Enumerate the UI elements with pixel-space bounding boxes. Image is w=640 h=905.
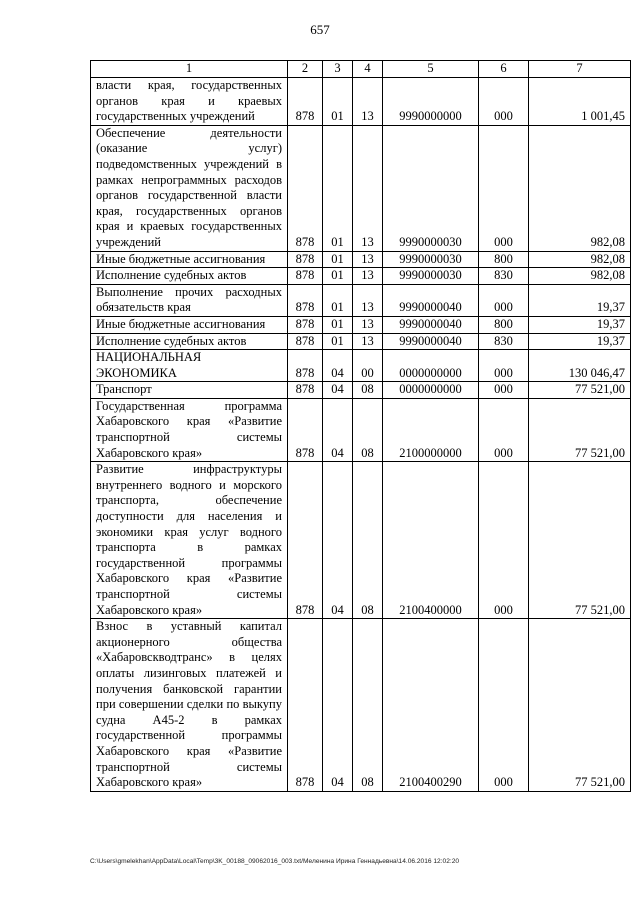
row-description: Иные бюджетные ассигнования — [91, 316, 288, 333]
table-row — [91, 350, 631, 382]
row-description: Иные бюджетные ассигнования — [91, 251, 288, 268]
table-row — [91, 462, 631, 619]
amount: 77 521,00 — [529, 398, 631, 461]
table-row — [91, 316, 631, 333]
subsection-code: 13 — [353, 268, 383, 285]
section-code: 01 — [323, 316, 353, 333]
subsection-code: 00 — [353, 350, 383, 382]
target-article-code: 2100400290 — [383, 619, 479, 792]
subsection-code: 13 — [353, 78, 383, 126]
row-description: Исполнение судебных актов — [91, 333, 288, 350]
row-description: Обеспечение деятельности (оказание услуг) подведомственных учреждений в рамках непрограммных расходов органов государственной власти края, государственных органов края и краевых государственных учреждений — [91, 125, 288, 251]
target-article-code: 9990000030 — [383, 251, 479, 268]
admin-code: 878 — [288, 251, 323, 268]
section-code: 01 — [323, 284, 353, 316]
target-article-code: 9990000040 — [383, 316, 479, 333]
target-article-code: 2100400000 — [383, 462, 479, 619]
target-article-code: 9990000030 — [383, 268, 479, 285]
header-cell: 4 — [353, 61, 383, 78]
expense-type-code: 800 — [479, 251, 529, 268]
admin-code: 878 — [288, 462, 323, 619]
expense-type-code: 000 — [479, 398, 529, 461]
row-description: власти края, государственных органов края и краевых государственных учреждений — [91, 78, 288, 126]
amount: 1 001,45 — [529, 78, 631, 126]
row-description: Транспорт — [91, 382, 288, 399]
table-row — [91, 382, 631, 399]
header-cell: 6 — [479, 61, 529, 78]
amount: 982,08 — [529, 251, 631, 268]
header-cell: 1 — [91, 61, 288, 78]
section-code: 01 — [323, 125, 353, 251]
amount: 77 521,00 — [529, 619, 631, 792]
expense-type-code: 000 — [479, 284, 529, 316]
subsection-code: 08 — [353, 382, 383, 399]
admin-code: 878 — [288, 125, 323, 251]
amount: 19,37 — [529, 333, 631, 350]
header-cell: 7 — [529, 61, 631, 78]
table-row — [91, 284, 631, 316]
section-code: 04 — [323, 382, 353, 399]
section-code: 01 — [323, 333, 353, 350]
expense-type-code: 830 — [479, 333, 529, 350]
expense-type-code: 000 — [479, 350, 529, 382]
expense-type-code: 000 — [479, 78, 529, 126]
expense-type-code: 800 — [479, 316, 529, 333]
target-article-code: 0000000000 — [383, 350, 479, 382]
expense-type-code: 000 — [479, 382, 529, 399]
section-code: 01 — [323, 268, 353, 285]
target-article-code: 9990000040 — [383, 333, 479, 350]
table-row — [91, 619, 631, 792]
section-code: 04 — [323, 462, 353, 619]
section-code: 04 — [323, 350, 353, 382]
row-description: НАЦИОНАЛЬНАЯ ЭКОНОМИКА — [91, 350, 288, 382]
amount: 77 521,00 — [529, 382, 631, 399]
budget-table — [90, 60, 631, 792]
amount: 982,08 — [529, 125, 631, 251]
row-description: Выполнение прочих расходных обязательств края — [91, 284, 288, 316]
header-cell: 3 — [323, 61, 353, 78]
target-article-code: 9990000040 — [383, 284, 479, 316]
subsection-code: 08 — [353, 462, 383, 619]
amount: 19,37 — [529, 284, 631, 316]
section-code: 04 — [323, 619, 353, 792]
table-row — [91, 125, 631, 251]
admin-code: 878 — [288, 398, 323, 461]
target-article-code: 2100000000 — [383, 398, 479, 461]
page-number: 657 — [310, 22, 330, 37]
expense-type-code: 830 — [479, 268, 529, 285]
subsection-code: 08 — [353, 398, 383, 461]
admin-code: 878 — [288, 268, 323, 285]
table-row — [91, 398, 631, 461]
admin-code: 878 — [288, 333, 323, 350]
table-row — [91, 333, 631, 350]
subsection-code: 13 — [353, 333, 383, 350]
table-row — [91, 251, 631, 268]
section-code: 04 — [323, 398, 353, 461]
table-row — [91, 268, 631, 285]
admin-code: 878 — [288, 78, 323, 126]
admin-code: 878 — [288, 619, 323, 792]
amount: 982,08 — [529, 268, 631, 285]
admin-code: 878 — [288, 382, 323, 399]
row-description: Развитие инфраструктуры внутреннего водного и морского транспорта, обеспечение доступности для населения и экономики края услуг водного транспорта в рамках государственной программы Хабаровского края «Развитие транспортной системы Хабаровского края» — [91, 462, 288, 619]
subsection-code: 13 — [353, 316, 383, 333]
admin-code: 878 — [288, 316, 323, 333]
header-cell: 5 — [383, 61, 479, 78]
table-header-row — [91, 61, 631, 78]
target-article-code: 9990000030 — [383, 125, 479, 251]
subsection-code: 08 — [353, 619, 383, 792]
table-row — [91, 78, 631, 126]
subsection-code: 13 — [353, 284, 383, 316]
subsection-code: 13 — [353, 125, 383, 251]
target-article-code: 0000000000 — [383, 382, 479, 399]
amount: 77 521,00 — [529, 462, 631, 619]
file-path-footer: C:\Users\gmelekhan\AppData\Local\Temp\3K_00188_09062016_003.txt/Меленина Ирина Геннадьевна\14.06.2016 12:02:20 — [90, 858, 460, 865]
row-description: Государственная программа Хабаровского края «Развитие транспортной системы Хабаровского края» — [91, 398, 288, 461]
amount: 19,37 — [529, 316, 631, 333]
expense-type-code: 000 — [479, 619, 529, 792]
header-cell: 2 — [288, 61, 323, 78]
expense-type-code: 000 — [479, 125, 529, 251]
admin-code: 878 — [288, 284, 323, 316]
expense-type-code: 000 — [479, 462, 529, 619]
row-description: Исполнение судебных актов — [91, 268, 288, 285]
subsection-code: 13 — [353, 251, 383, 268]
target-article-code: 9990000000 — [383, 78, 479, 126]
admin-code: 878 — [288, 350, 323, 382]
section-code: 01 — [323, 251, 353, 268]
section-code: 01 — [323, 78, 353, 126]
row-description: Взнос в уставный капитал акционерного общества «Хабаровскводтранс» в целях оплаты лизинговых платежей и получения банковской гарантии при совершении сделки по выкупу судна А45-2 в рамках государственной программы Хабаровского края «Развитие транспортной системы Хабаровского края» — [91, 619, 288, 792]
amount: 130 046,47 — [529, 350, 631, 382]
